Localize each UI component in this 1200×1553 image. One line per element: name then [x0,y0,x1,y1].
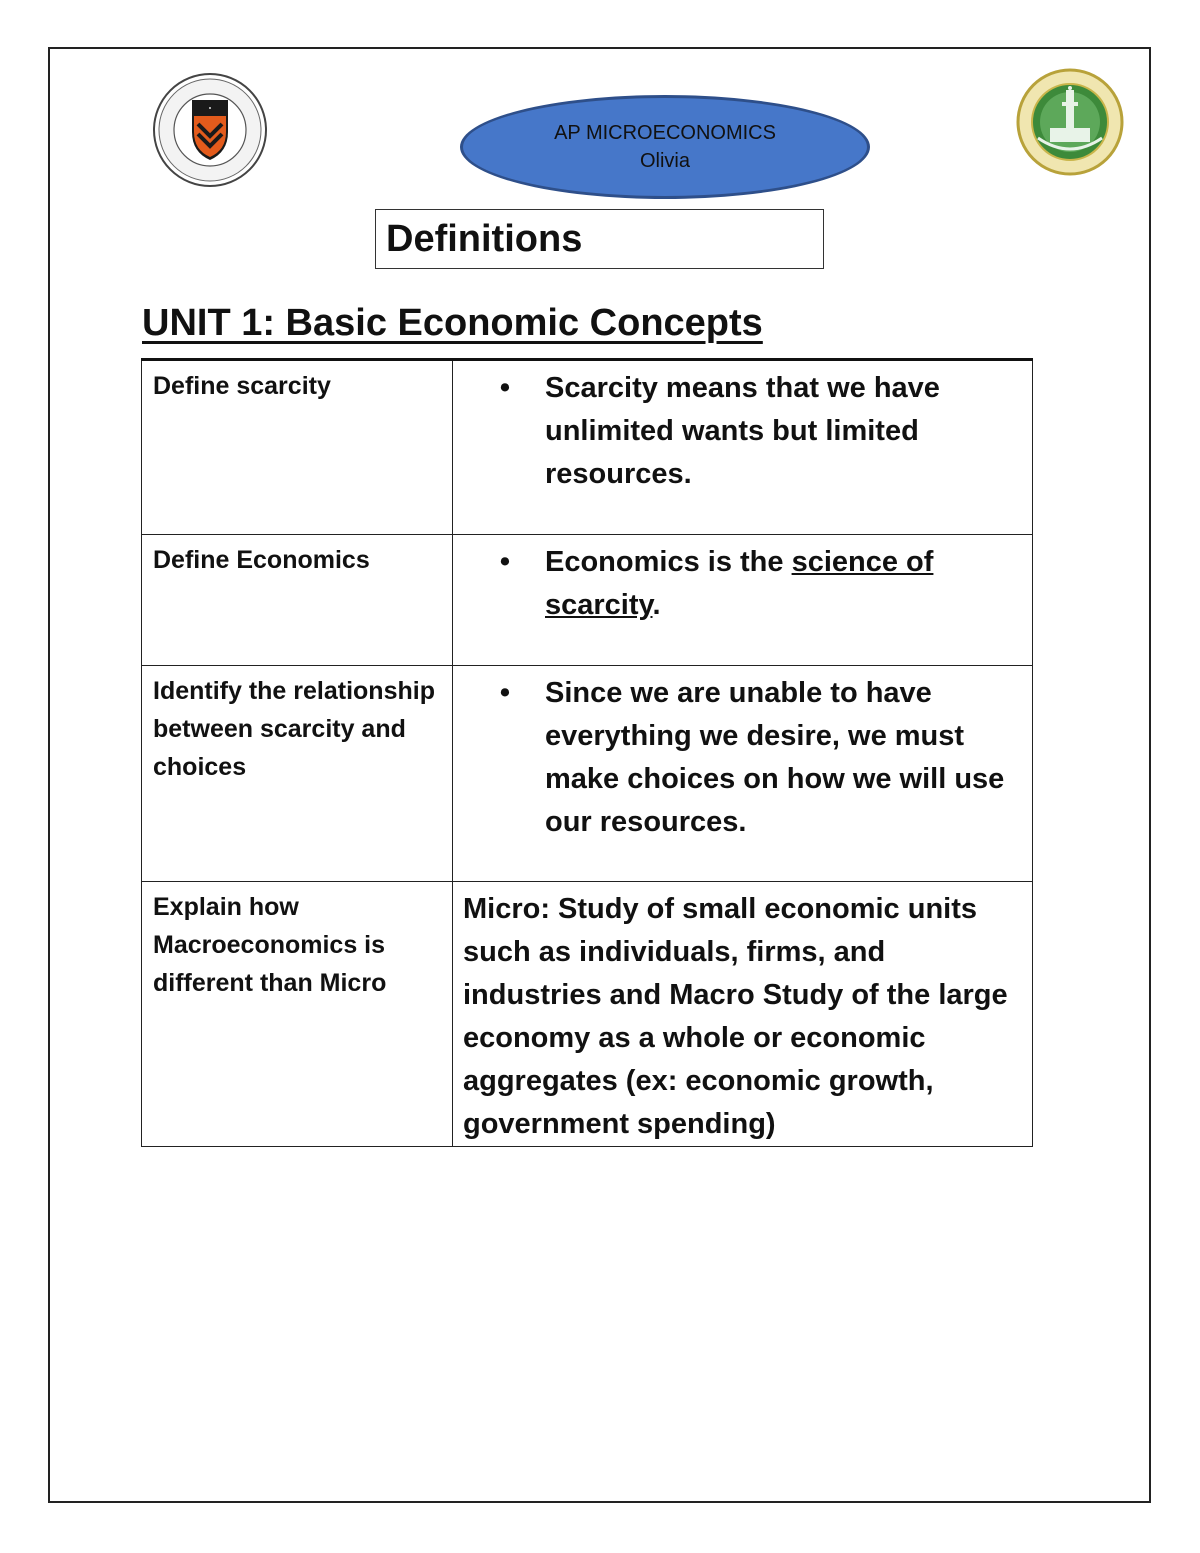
unit-heading: UNIT 1: Basic Economic Concepts [142,302,763,344]
bullet-icon: • [499,677,511,709]
answer-cell [453,882,1033,1147]
answer-cell [453,666,1033,882]
student-name: Olivia [639,150,690,172]
answer-suffix: . [652,589,661,621]
table-row [142,535,1033,666]
answer-cell [453,535,1033,666]
answer-text: Since we are unable to have everything we desire, we must make choices on how we will use our resources. [545,677,1005,838]
definitions-table [141,358,1033,1147]
course-title: AP MICROECONOMICS [554,122,776,144]
bullet-icon: • [499,546,511,578]
wasatch-academy-seal-icon [152,72,268,188]
question-cell: Define Economics [142,535,453,666]
answer-text: Micro: Study of small economic units such as individuals, firms, and industries and Macro Study of the large economy as a whole or economic aggregates (ex: economic growth, government spending) [463,893,1008,1140]
answer-underlined-term: science of scarcity [545,546,934,621]
bullet-icon: • [499,372,511,404]
course-oval [460,95,870,199]
question-cell: Define scarcity [142,360,453,535]
table-row [142,666,1033,882]
table-row [142,882,1033,1147]
answer-prefix: Economics is the [545,546,792,578]
answer-text [545,541,1020,627]
question-cell: Explain how Macroeconomics is different than Micro [142,882,453,1147]
answer-text: Scarcity means that we have unlimited wants but limited resources. [545,372,940,490]
question-cell: Identify the relationship between scarcity and choices [142,666,453,882]
school-seal-icon [1016,68,1124,176]
definitions-label: Definitions [375,209,824,269]
table-row [142,360,1033,535]
answer-cell [453,360,1033,535]
